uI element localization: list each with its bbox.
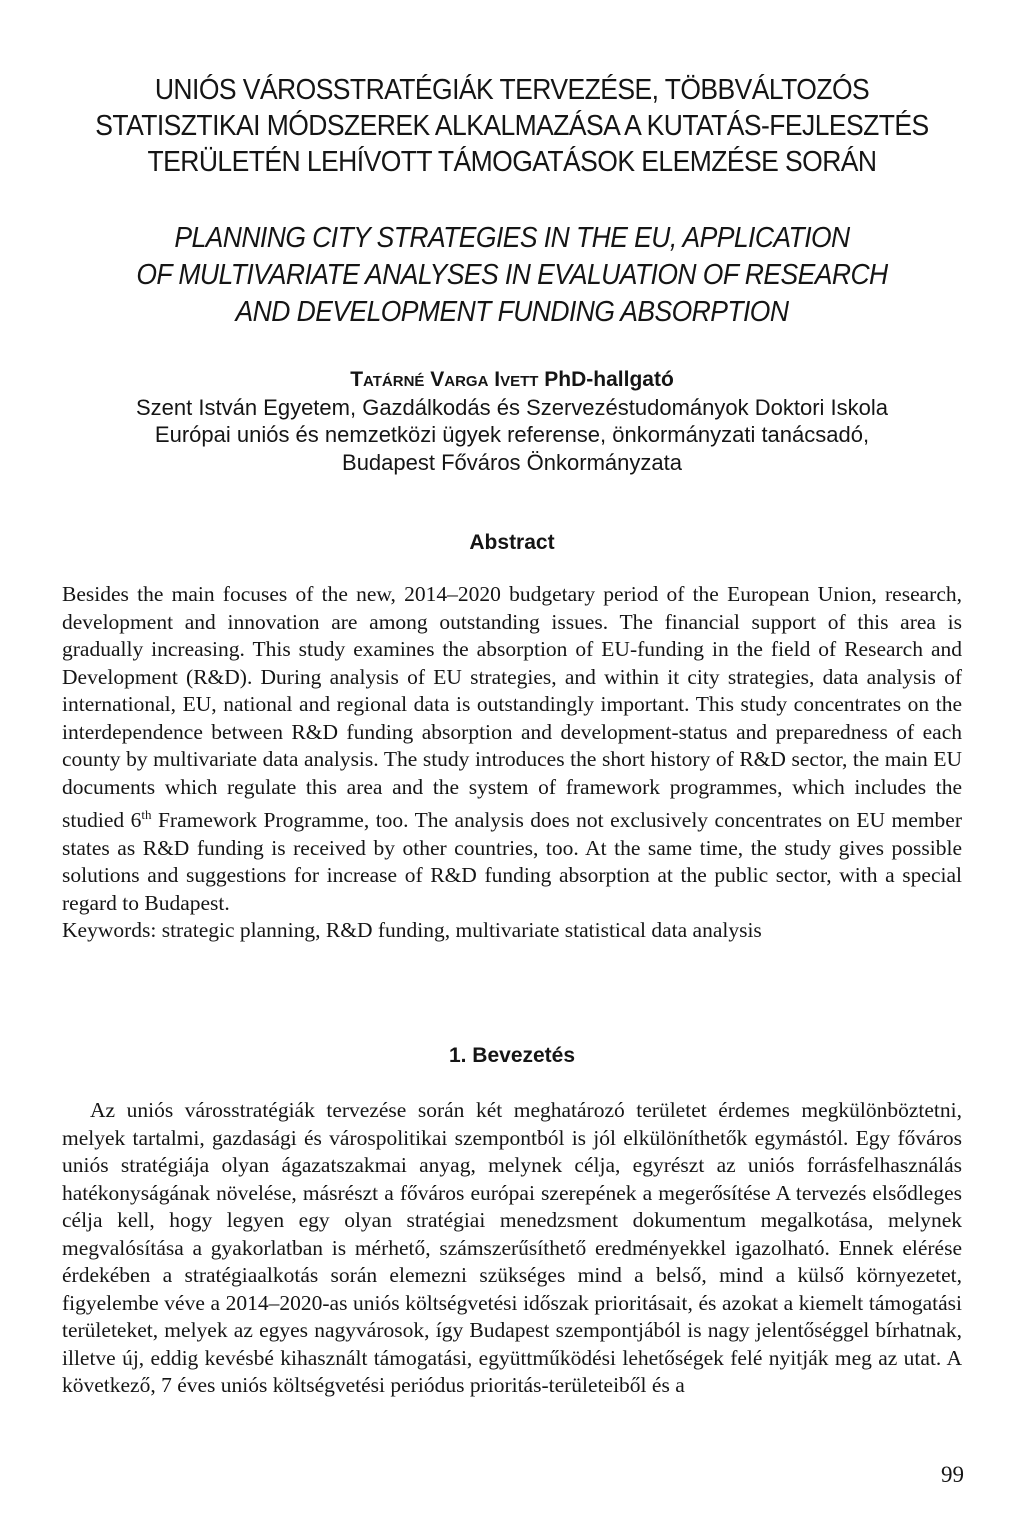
author-affiliation-line: Budapest Főváros Önkormányzata <box>342 449 682 475</box>
english-title-line: PLANNING CITY STRATEGIES IN THE EU, APPLICATION <box>174 222 850 254</box>
english-title-line: AND DEVELOPMENT FUNDING ABSORPTION <box>235 296 789 328</box>
hungarian-title-line: STATISZTIKAI MÓDSZEREK ALKALMAZÁSA A KUTATÁS-FEJLESZTÉS <box>95 110 929 142</box>
hungarian-title-line: UNIÓS VÁROSSTRATÉGIÁK TERVEZÉSE, TÖBBVÁLTOZÓS <box>154 74 870 106</box>
author-role: PhD-hallgató <box>544 368 674 391</box>
section-1-heading: 1. Bevezetés <box>448 1044 576 1067</box>
author-name-line <box>40 366 984 394</box>
abstract-paragraph <box>62 581 962 917</box>
author-name: Tatárné Varga Ivett <box>350 368 539 391</box>
author-affiliation-line: Európai uniós és nemzetközi ügyek referense, önkormányzati tanácsadó, <box>154 422 870 447</box>
abstract-text-part-1: Besides the main focuses of the new, 2014–2020 budgetary period of the European Union, research, development and innovation are among outstanding issues. The financial support of this area is gradually increasing. This study examines the absorption of EU-funding in the field of Research and Development (R&D). During analysis of EU strategies, and within it city strategies, data analysis of international, EU, national and regional data is outstandingly important. This study concentrates on the interdependence between R&D funding absorption and development-status and preparedness of each county by multivariate data analysis. The study introduces the short history of R&D sector, the main EU documents which regulate this area and the system of framework programmes, which includes the studied 6 <box>62 582 962 833</box>
abstract-keywords: Keywords: strategic planning, R&D funding, multivariate statistical data analysis <box>62 918 762 943</box>
abstract-body <box>62 581 962 945</box>
abstract-heading: Abstract <box>469 531 555 554</box>
page-number: 99 <box>941 1462 964 1487</box>
abstract-superscript: th <box>141 807 152 822</box>
hungarian-title <box>92 72 933 180</box>
author-affiliation-line: Szent István Egyetem, Gazdálkodás és Szervezéstudományok Doktori Iskola <box>135 394 889 420</box>
abstract-text-part-2: Framework Programme, too. The analysis does not exclusively concentrates on EU member states as R&D funding is received by other countries, too. At the same time, the study gives possible solutions and suggestions for increase of R&D funding absorption at the public sector, with a special regard to Budapest. <box>62 808 962 915</box>
section-1-body <box>62 1097 962 1400</box>
author-block <box>40 366 984 476</box>
hungarian-title-line: TERÜLETÉN LEHÍVOTT TÁMOGATÁSOK ELEMZÉSE SORÁN <box>147 146 877 178</box>
english-title-line: OF MULTIVARIATE ANALYSES IN EVALUATION OF RESEARCH <box>136 259 888 291</box>
section-1-paragraph: Az uniós városstratégiák tervezése során két meghatározó területet érdemes megkülönböztetni, melyek tartalmi, gazdasági és várospolitikai szempontból is jól elkülöníthetők egymástól. Egy főváros uniós stratégiája olyan ágazatszakmai anyag, melynek célja, egyrészt az uniós forrásfelhasználás hatékonyságának növelése, másrészt a főváros európai szerepének a megerősítése A tervezés elsődleges célja kell, hogy legyen egy olyan stratégiai menedzsment dokumentum megalkotása, melynek megvalósítása a gyakorlatban is mérhető, számszerűsíthető eredményekkel igazolható. Ennek elérése érdekében a stratégiaalkotás során elemezni szükséges mind a belső, mind a külső környezetet, figyelembe véve a 2014–2020-as uniós költségvetési időszak prioritásait, és azokat a kiemelt támogatási területeket, melyek az egyes nagyvárosok, így Budapest szempontjából is nagy jelentőséggel bírhatnak, illetve új, eddig kevésbé kihasznált támogatási, együttműködési lehetőségek felé nyitják meg az utat. A következő, 7 éves uniós költségvetési periódus prioritás-területeiből és a <box>62 1098 962 1397</box>
english-title <box>92 220 933 331</box>
